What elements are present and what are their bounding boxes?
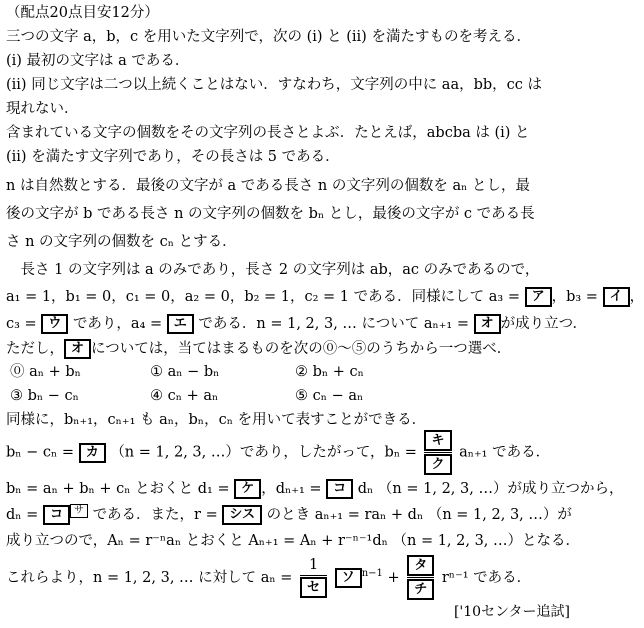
equation-line: これらより，n = 1, 2, 3, … に対して aₙ = $\frac{1}{\text{セ}}$ ソ $^{n-1}$ + $\frac{\text{タ}}{\text{チ}}$ rⁿ⁻¹ である． bbox=[6, 552, 531, 600]
equation-line: bₙ = aₙ + bₙ + cₙ とおくと d₁ = ケ ，dₙ₊₁ = コ dₙ （n = 1, 2, 3, …）が成り立つから， bbox=[6, 481, 624, 497]
answer-box-o: オ bbox=[64, 339, 91, 359]
problem-line: (ii) 同じ文字は二つ以上続くことはない．すなわち，文字列の中に aa，bb，cc は bbox=[6, 77, 543, 93]
answer-box-chi: チ bbox=[407, 579, 434, 600]
choice-option: ② bₙ + cₙ bbox=[295, 364, 364, 380]
citation: ['10センター追試] bbox=[453, 604, 570, 620]
header: （配点20点目安12分） bbox=[6, 5, 159, 21]
choice-option: ④ cₙ + aₙ bbox=[150, 388, 219, 404]
problem-line: 三つの文字 a，b，c を用いた文字列で，次の (i) と (ii) を満たすものを考える． bbox=[6, 29, 531, 45]
equation-line: bₙ − cₙ = カ （n = 1, 2, 3, …）であり，したがって，bₙ = $\frac{\text{キ}}{\text{ク}}$ aₙ₊₁ である． bbox=[6, 430, 550, 475]
answer-box-ku: ク bbox=[424, 454, 451, 475]
problem-line: さ n の文字列の個数を cₙ とする． bbox=[6, 234, 237, 250]
fraction: $\frac{1}{\text{セ}}$ bbox=[300, 557, 327, 598]
answer-box-shisu: シス bbox=[222, 505, 262, 525]
choice-option: ⑤ cₙ − aₙ bbox=[295, 388, 364, 404]
answer-box-ki: キ bbox=[424, 430, 451, 451]
problem-line: (ii) を満たす文字列であり，その長さは 5 である． bbox=[6, 149, 340, 165]
answer-box-i: イ bbox=[603, 287, 630, 307]
problem-line: 後の文字が b である長さ n の文字列の個数を bₙ とし，最後の文字が c である長 bbox=[6, 206, 535, 222]
problem-line: 現れない． bbox=[6, 101, 79, 117]
choice-option: ① aₙ − bₙ bbox=[150, 364, 220, 380]
equation-line: ただし， オ については，当てはまるものを次の⓪～⑤のうちから一つ選べ． bbox=[6, 341, 512, 357]
answer-box-so: ソ bbox=[335, 568, 362, 588]
equation-line: dₙ = コ サ である．また，r = シス のとき aₙ₊₁ = raₙ + dₙ （n = 1, 2, 3, …）が bbox=[6, 505, 572, 523]
answer-box-ke: ケ bbox=[234, 479, 261, 499]
answer-box-u: ウ bbox=[41, 314, 68, 334]
problem-line: 成り立つので，Aₙ = r⁻ⁿaₙ とおくと Aₙ₊₁ = Aₙ + r⁻ⁿ⁻¹dₙ （n = 1, 2, 3, …）となる． bbox=[6, 533, 581, 549]
problem-line: 長さ 1 の文字列は a のみであり，長さ 2 の文字列は ab，ac のみであるので， bbox=[6, 262, 540, 278]
choice-option: ⓪ aₙ + bₙ bbox=[10, 364, 81, 380]
answer-box-e: エ bbox=[167, 314, 194, 334]
problem-line: 含まれている文字の個数をその文字列の長さとよぶ．たとえば，abcba は (i) と bbox=[6, 125, 530, 141]
answer-box-a: ア bbox=[525, 287, 552, 307]
equation-line: a₁ = 1，b₁ = 0，c₁ = 0，a₂ = 0，b₂ = 1，c₂ = 1 である．同様にして a₃ = ア ，b₃ = イ ， bbox=[6, 289, 644, 305]
answer-box-ko: コ bbox=[326, 479, 353, 499]
answer-box-ko: コ bbox=[43, 505, 70, 525]
answer-box-se: セ bbox=[300, 577, 327, 598]
answer-box-o: オ bbox=[474, 314, 501, 334]
choice-option: ③ bₙ − cₙ bbox=[10, 388, 79, 404]
answer-box-ta: タ bbox=[407, 555, 434, 576]
fraction bbox=[407, 555, 434, 600]
problem-line: n は自然数とする．最後の文字が a である長さ n の文字列の個数を aₙ とし，最 bbox=[6, 178, 531, 194]
problem-line: (i) 最初の文字は a である． bbox=[6, 53, 190, 69]
answer-box-ka: カ bbox=[79, 443, 106, 463]
problem-line: 同様に，bₙ₊₁，cₙ₊₁ も aₙ，bₙ，cₙ を用いて表すことができる． bbox=[6, 412, 427, 428]
equation-line: c₃ = ウ であり，a₄ = エ である．n = 1, 2, 3, … について aₙ₊₁ = オ が成り立つ． bbox=[6, 316, 588, 332]
answer-box-sa: サ bbox=[70, 504, 88, 518]
fraction bbox=[424, 430, 451, 475]
